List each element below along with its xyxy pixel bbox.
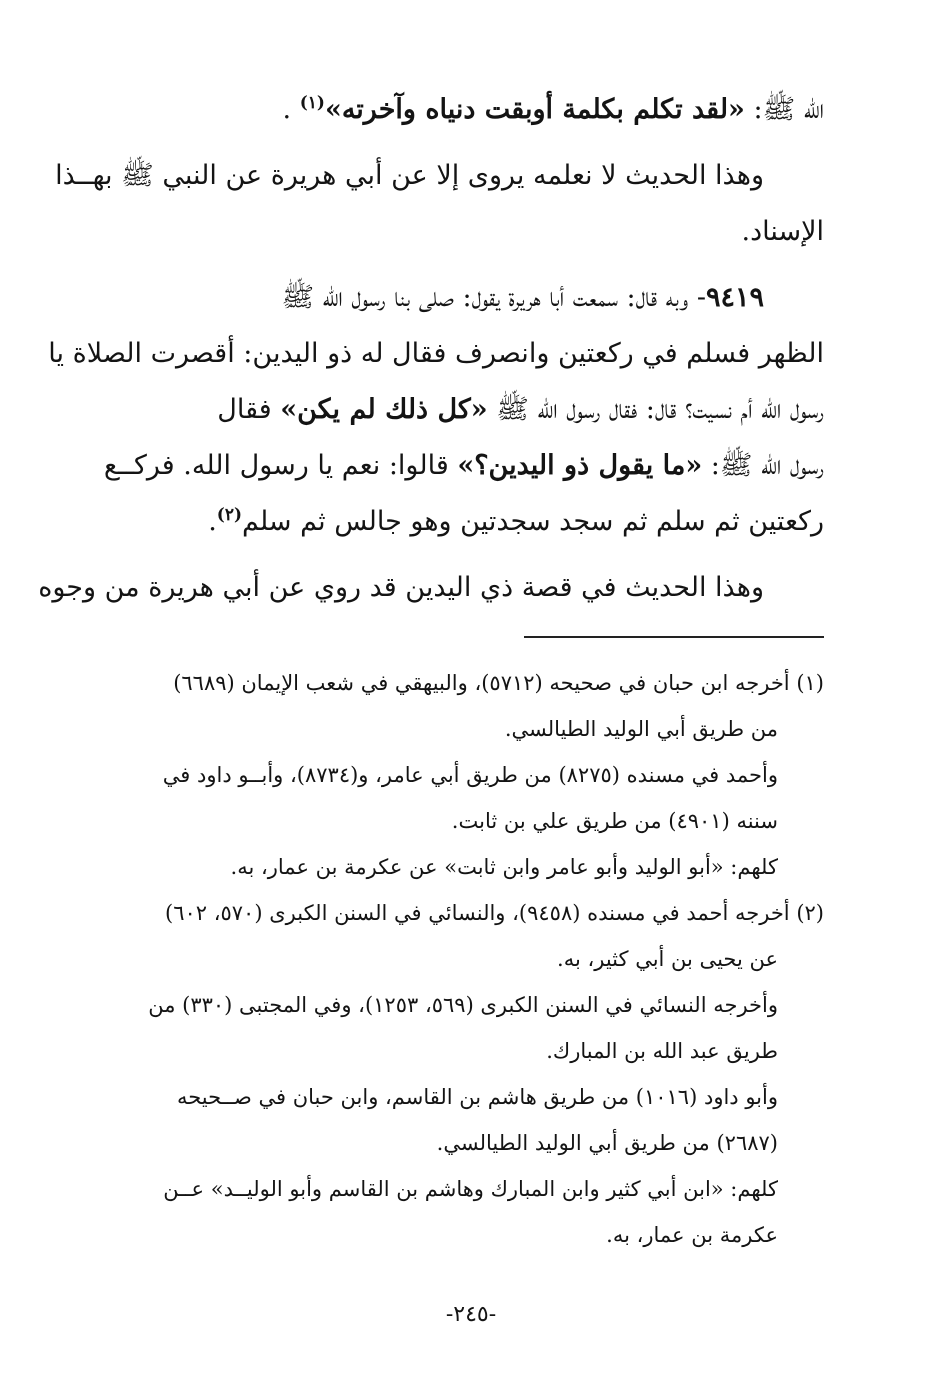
text-segment: - وبه قال: سمعت أبا هريرة يقول: صلى بنا رسول الله ﷺ bbox=[281, 282, 706, 313]
text-line-6 bbox=[118, 382, 824, 438]
footnote-line: سننه (٤٩٠١) من طريق علي بن ثابت. bbox=[451, 809, 778, 833]
hadith-number: ٩٤١٩ bbox=[705, 282, 764, 313]
text-segment: رسول الله أم نسيت؟ قال: فقال رسول الله ﷺ bbox=[487, 394, 824, 425]
text-line-4 bbox=[118, 270, 824, 326]
main-text bbox=[38, 82, 824, 616]
quoted-hadith: «ما يقول ذو اليدين؟» bbox=[457, 450, 703, 481]
text-segment: رسول الله ﷺ: bbox=[702, 450, 824, 481]
footnote-marker-2[interactable]: (٢) bbox=[216, 505, 243, 525]
text-segment: قالوا: نعم يا رسول الله. فركــع bbox=[103, 450, 458, 481]
footnote-line: (٢) أخرجه أحمد في مسنده (٩٤٥٨)، والنسائي في السنن الكبرى (٥٧٠، ٦٠٢) bbox=[165, 901, 824, 925]
footnote-divider bbox=[524, 636, 824, 638]
footnote-line: من طريق أبي الوليد الطيالسي. bbox=[504, 717, 778, 741]
footnote-line: وأبو داود (١٠١٦) من طريق هاشم بن القاسم، وابن حبان في صــحيحه bbox=[176, 1085, 778, 1109]
text-segment: الله ﷺ: bbox=[744, 94, 824, 125]
text-segment: . bbox=[208, 506, 217, 537]
footnote-line: كلهم: «أبو الوليد وأبو عامر وابن ثابت» عن عكرمة بن عمار، به. bbox=[230, 855, 778, 879]
text-line-5: الظهر فسلم في ركعتين وانصرف فقال له ذو اليدين: أقصرت الصلاة يا bbox=[48, 338, 824, 369]
footnote-line: عن يحيى بن أبي كثير، به. bbox=[557, 947, 778, 971]
footnote-marker-1[interactable]: (١) bbox=[299, 93, 325, 113]
quoted-hadith: «كل ذلك لم يكن» bbox=[280, 394, 488, 425]
footnote-line: وأحمد في مسنده (٨٢٧٥) من طريق أبي عامر، و(٨٧٣٤)، وأبــو داود في bbox=[162, 763, 778, 787]
page-number: -٢٤٥- bbox=[445, 1302, 497, 1327]
footnote-line: طريق عبد الله بن المبارك. bbox=[546, 1039, 778, 1063]
text-line-9: وهذا الحديث في قصة ذي اليدين قد روي عن أبي هريرة من وجوه bbox=[38, 572, 764, 603]
text-line-1 bbox=[118, 82, 824, 138]
footnote-line: وأخرجه النسائي في السنن الكبرى (٥٦٩، ١٢٥٣)، وفي المجتبى (٣٣٠) من bbox=[148, 993, 778, 1017]
footnote-line: (١) أخرجه ابن حبان في صحيحه (٥٧١٢)، والبيهقي في شعب الإيمان (٦٦٨٩) bbox=[173, 671, 824, 695]
text-line-8 bbox=[118, 494, 824, 550]
footnote-line: عكرمة بن عمار، به. bbox=[606, 1223, 778, 1247]
text-segment: فقال bbox=[217, 394, 281, 425]
text-line-2: وهذا الحديث لا نعلمه يروى إلا عن أبي هريرة عن النبي ﷺ بهــذا bbox=[55, 160, 764, 191]
text-segment: ركعتين ثم سلم ثم سجد سجدتين وهو جالس ثم سلم bbox=[242, 506, 824, 537]
quoted-hadith: «لقد تكلم بكلمة أوبقت دنياه وآخرته» bbox=[324, 94, 745, 125]
text-segment: . bbox=[282, 94, 300, 125]
text-line-7 bbox=[103, 438, 824, 494]
text-line-3: الإسناد. bbox=[741, 216, 824, 247]
footnotes bbox=[118, 660, 824, 1258]
footnote-line: كلهم: «ابن أبي كثير وابن المبارك وهاشم بن القاسم وأبو الوليــد» عــن bbox=[163, 1177, 778, 1201]
footnote-line: (٢٦٨٧) من طريق أبي الوليد الطيالسي. bbox=[436, 1131, 778, 1155]
